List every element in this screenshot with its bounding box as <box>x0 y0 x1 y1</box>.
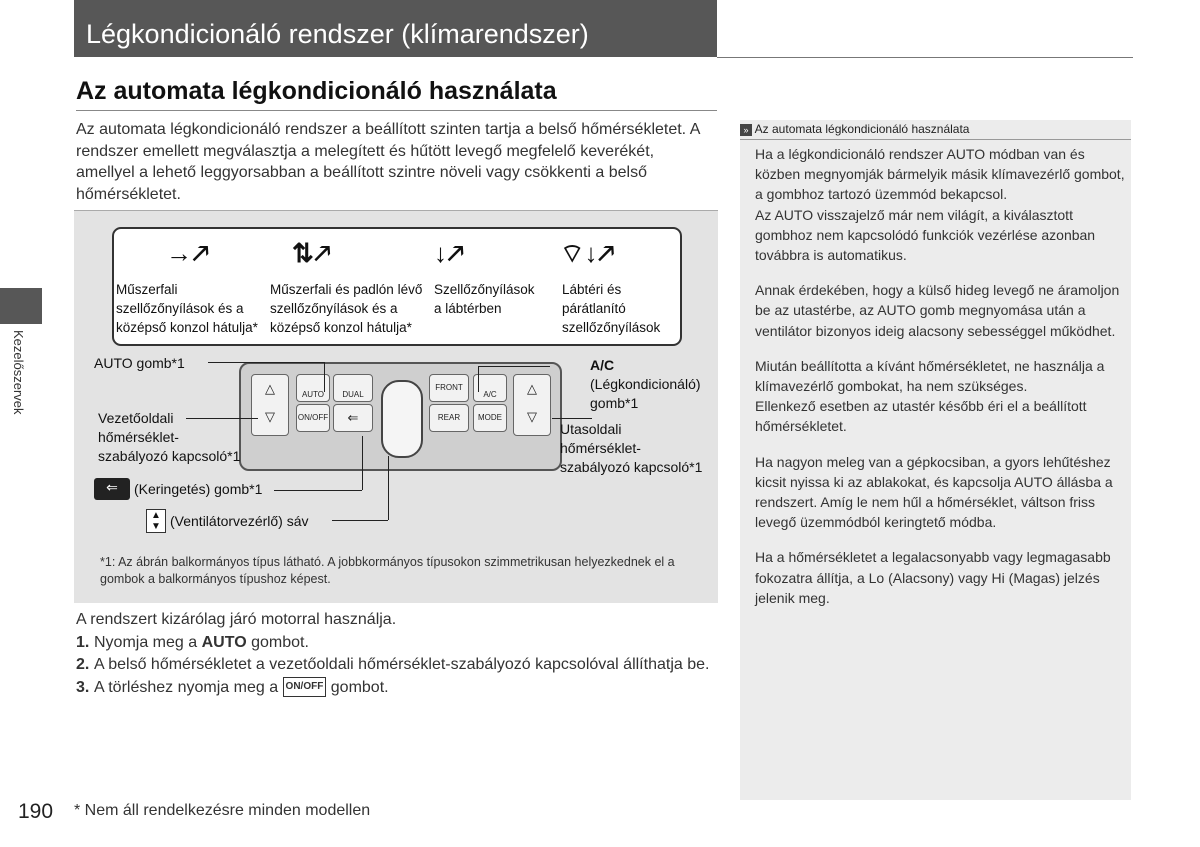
step-text: A belső hőmérsékletet a vezetőoldali hőmérséklet-szabályozó kapcsolóval állíthatja be. <box>94 656 710 673</box>
leader-line <box>478 366 550 367</box>
chapter-tab-label: Kezelőszervek <box>11 330 26 415</box>
leader-line <box>552 418 592 419</box>
mode-label-floor-defrost <box>562 280 660 337</box>
auto-button[interactable]: AUTO <box>296 374 330 402</box>
sidebar-paragraph: Ha a hőmérsékletet a legalacsonyabb vagy legmagasabb fokozatra állítja, a Lo (Alacsony) vagy Hi (Magas) jelzés jelenik meg. <box>755 549 1111 606</box>
dual-button[interactable]: DUAL <box>333 374 373 402</box>
label-line: gomb*1 <box>590 395 639 411</box>
floor-vent-icon: ↓🡕 <box>434 238 465 268</box>
label-line: hőmérséklet- <box>98 429 179 445</box>
step-number: 3. <box>76 678 90 696</box>
step-number: 1. <box>76 633 90 651</box>
front-defrost-button[interactable]: FRONT <box>429 374 469 402</box>
driver-temp-switch[interactable]: △ ▽ <box>251 374 289 436</box>
mode-line: szellőzőnyílások és a <box>116 301 244 316</box>
page-number: 190 <box>18 800 54 823</box>
step-text: Nyomja meg a <box>94 633 202 651</box>
step-2 <box>76 654 726 677</box>
label-line: A/C <box>590 357 615 373</box>
label-line: (Légkondicionáló) <box>590 376 701 392</box>
heading-rule <box>76 110 717 111</box>
step-number: 2. <box>76 656 90 673</box>
sidebar-paragraph: Annak érdekében, hogy a külső hideg levegő ne áramoljon be az utastérbe, az AUTO gomb megnyomása után a ventilátor bizonyos ideig alacsony sebességgel működhet. <box>755 282 1120 339</box>
chapter-title: Légkondicionáló rendszer (klímarendszer) <box>86 19 589 49</box>
leader-line <box>388 456 389 520</box>
sidebar-body <box>755 144 1125 623</box>
figure-footnote: *1: Az ábrán balkormányos típus látható. A jobbkormányos típusokon szimmetrikusan helyezkednek el a gombok a balkormányos típushoz képest. <box>100 555 675 586</box>
climate-control-panel <box>239 362 562 471</box>
sidebar-paragraph: Ha nagyon meleg van a gépkocsiban, a gyors lehűtéshez kicsit nyissa ki az ablakokat, és kapcsolja AUTO állásba a rendszert. Amíg le nem hűl a hőmérséklet, váltson friss levegő üzemmódból keringtető módba. <box>755 453 1113 531</box>
fan-label-text: (Ventilátorvezérlő) sáv <box>170 512 309 529</box>
leader-line <box>362 436 363 490</box>
step-3 <box>76 677 726 700</box>
on-off-button[interactable]: ON/OFF <box>296 404 330 432</box>
driver-temp-label <box>98 409 240 466</box>
dash-floor-vent-icon: ⇅🡕 <box>292 238 331 268</box>
climate-control-figure <box>74 210 718 603</box>
step-text: gombot. <box>326 678 389 696</box>
footer-note: * Nem áll rendelkezésre minden modellen <box>74 802 371 819</box>
mode-label-dash-floor <box>270 280 422 337</box>
label-line: szabályozó kapcsoló*1 <box>98 448 241 464</box>
mode-button[interactable]: MODE <box>473 404 507 432</box>
leader-line <box>324 362 325 392</box>
recirc-label-text: (Keringetés) gomb*1 <box>134 480 263 497</box>
chapter-title-bar <box>74 0 717 57</box>
passenger-temp-label <box>560 420 702 477</box>
auto-button-label: AUTO gomb*1 <box>94 355 185 371</box>
label-line: Vezetőoldali <box>98 410 174 426</box>
sidebar-paragraph: Miután beállította a kívánt hőmérsékletet, ne használja a klímavezérlő gombokat, ha nem szükséges. <box>755 357 1105 395</box>
step-text: gombot. <box>246 633 309 651</box>
intro-paragraph: Az automata légkondicionáló rendszer a beállított szinten tartja a belső hőmérsékletet. A rendszer emellett megválasztja a melegített és hűtött levegő megfelelő keverékét, amellyel a lehető leggyorsabban a beállított szintre növeli vagy csökkenti a belső hőmérsékletet. <box>76 121 700 203</box>
vent-mode-legend <box>112 227 682 346</box>
leader-line <box>332 520 388 521</box>
mode-line: Szellőzőnyílások <box>434 282 535 297</box>
mode-label-dash <box>116 280 258 337</box>
leader-line <box>478 366 479 392</box>
reference-arrow-icon: » <box>740 124 752 136</box>
label-line: szabályozó kapcsoló*1 <box>560 459 703 475</box>
mode-label-floor <box>434 280 535 318</box>
mode-line: középső konzol hátulja* <box>116 320 258 335</box>
mode-line: Műszerfali <box>116 282 178 297</box>
header-rule <box>717 57 1133 58</box>
section-heading: Az automata légkondicionáló használata <box>76 77 557 105</box>
dash-vent-icon: →🡕 <box>166 238 210 268</box>
on-off-inline-icon: ON/OFF <box>283 677 327 697</box>
mode-line: szellőzőnyílások <box>562 320 661 335</box>
mode-line: Lábtéri és <box>562 282 622 297</box>
passenger-temp-switch[interactable]: △ ▽ <box>513 374 551 436</box>
recirculation-button[interactable]: ⇐ <box>333 404 373 432</box>
mode-line: középső konzol hátulja* <box>270 320 412 335</box>
sidebar-paragraph: Ellenkező esetben az utastér később éri el a beállított hőmérsékletet. <box>755 398 1087 435</box>
ac-button-label <box>590 356 701 413</box>
fan-label <box>146 509 309 533</box>
label-line: hőmérséklet- <box>560 440 641 456</box>
sidebar-heading-text: Az automata légkondicionáló használata <box>754 122 970 136</box>
fan-bar-icon: ▲ ▼ <box>146 509 166 533</box>
mode-line: párátlanító <box>562 301 626 316</box>
label-line: Utasoldali <box>560 421 622 437</box>
chapter-tab <box>0 288 42 324</box>
step-text: A törléshez nyomja meg a <box>94 678 283 696</box>
sidebar-paragraph: Ha a légkondicionáló rendszer AUTO módban van és közben megnyomják bármelyik másik klímavezérlő gombot, a gombhoz tartozó üzemmód bekapcsol. <box>755 146 1125 203</box>
recirculation-icon: ⇐ <box>94 478 130 500</box>
ac-button[interactable]: A/C <box>473 374 507 402</box>
rear-defrost-button[interactable]: REAR <box>429 404 469 432</box>
steps-lead: A rendszert kizárólag járó motorral használja. <box>76 611 397 628</box>
sidebar-heading <box>740 120 1131 140</box>
sidebar-note <box>740 120 1131 800</box>
step-key: AUTO <box>201 633 247 651</box>
step-1 <box>76 632 726 655</box>
mode-line: szellőzőnyílások és a <box>270 301 398 316</box>
floor-defrost-vent-icon: ⌔↓🡕 <box>560 238 615 268</box>
leader-line <box>208 362 324 363</box>
recirc-label <box>94 478 262 500</box>
leader-line <box>274 490 362 491</box>
sidebar-paragraph: Az AUTO visszajelző már nem világít, a kiválasztott gombhoz nem kapcsolódó funkciók vezérlése azonban továbbra is automatikus. <box>755 206 1096 264</box>
mode-line: Műszerfali és padlón lévő <box>270 282 423 297</box>
steps-list <box>76 609 726 699</box>
mode-line: a lábtérben <box>434 301 502 316</box>
fan-control-bar[interactable] <box>381 380 423 458</box>
